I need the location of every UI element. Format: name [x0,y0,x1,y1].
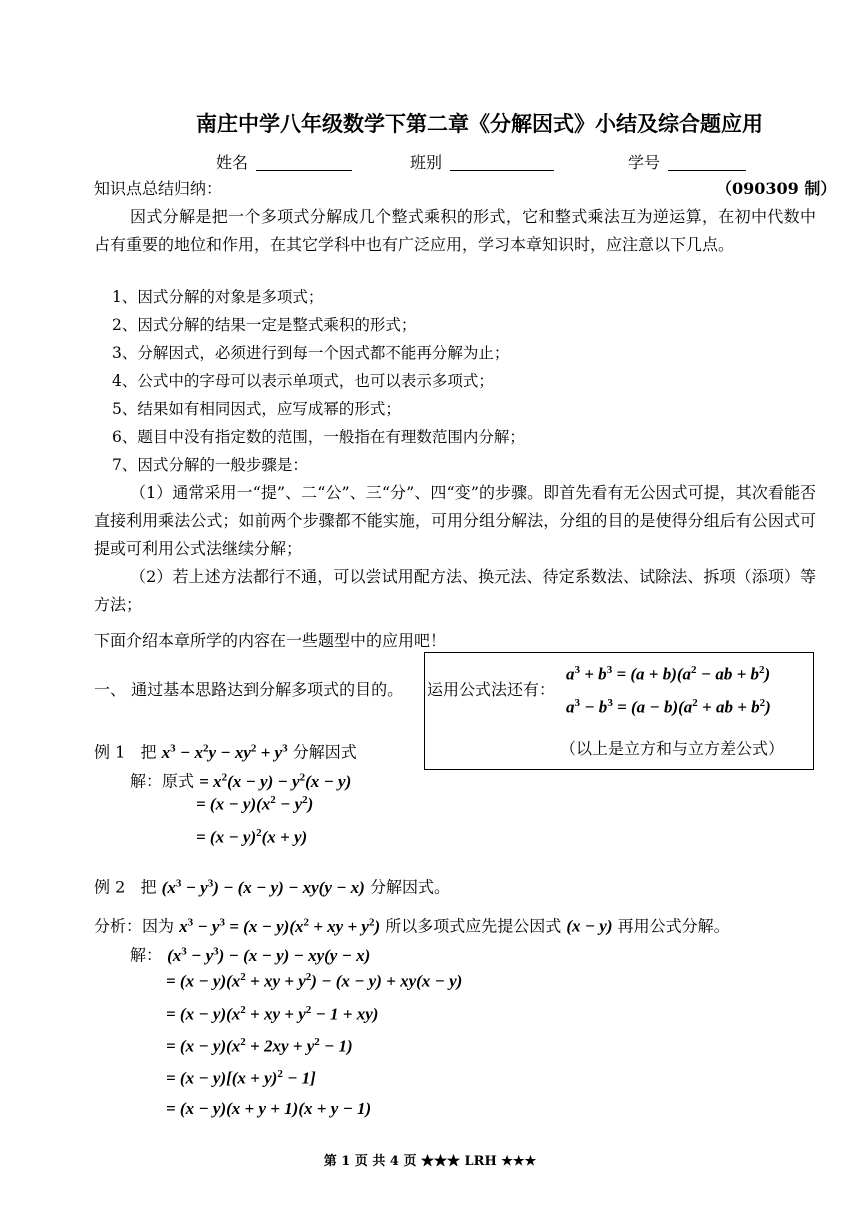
class-label: 班别 [410,153,443,172]
point-2: 2、因式分解的结果一定是整式乘积的形式； [112,316,417,334]
class-field [410,150,554,173]
formula-box-note: （以上是立方和与立方差公式） [560,739,785,758]
solution-label: 解： [130,771,163,791]
step-1-paragraph: （1）通常采用一“提”、二“公”、三“分”、四“变”的步骤。即首先看有无公因式可提，其次看能否直接利用乘法公式；如前两个步骤都不能实施，可用分组分解法，分组的目的是使得分组后有公因式可提或可利用公式法继续分解； [94,483,816,558]
example-1-prefix: 把 [140,742,157,762]
example-2-suffix: 分解因式。 [369,877,450,897]
original-label: 原式 [162,771,195,791]
formula-box-label: 运用公式法还有： [427,680,556,699]
number-label: 学号 [628,153,661,172]
point-6: 6、题目中没有指定数的范围，一般指在有理数范围内分解； [112,428,525,446]
analysis-formula: $x^3 - y^3 = (x - y)(x^2$ + xy + $y^2$) [179,916,381,936]
name-field [216,150,352,173]
example-2-step-4: = $(x - y)[(x + y)^2 - 1]$ [166,1068,316,1088]
analysis-prefix: 分析：因为 [94,916,175,936]
number-field [628,150,746,173]
number-blank[interactable] [668,154,746,171]
point-3: 3、分解因式，必须进行到每一个因式都不能再分解为止； [112,344,510,362]
solution-label: 解： [130,945,163,965]
sum-of-cubes-formula: $a^3 + b^3 = (a + b)(a^2$ − ab + $b^2$) [566,664,771,684]
intro-paragraph: 因式分解是把一个多项式分解成几个整式乘积的形式，它和整式乘法互为逆运算，在初中代数中占有重要的地位和作用，在其它学科中也有广泛应用，学习本章知识时，应注意以下几点。 [94,207,816,254]
point-5: 5、结果如有相同因式，应写成幂的形式； [112,400,401,418]
application-intro: 下面介绍本章所学的内容在一些题型中的应用吧！ [94,631,447,650]
point-7: 7、因式分解的一般步骤是： [112,456,308,474]
example-1-suffix: 分解因式 [292,742,357,762]
example-1 [94,734,357,767]
example-2-step-5: = (x − y)(x + y + 1)(x + y − 1) [166,1099,372,1118]
class-blank[interactable] [450,154,554,171]
example-2-step-3: = $(x - y)(x^2 + 2xy + y^2 - 1)$ [166,1036,353,1056]
example-2 [94,869,450,902]
example-2-label: 例 2 [94,877,126,897]
difference-of-cubes-formula: $a^3 - b^3 = (a - b)(a^2$ + ab + $b^2$) [566,697,771,717]
page-footer: 第 1 页 共 4 页 ★★★ LRH ★★★ [323,1154,537,1169]
name-label: 姓名 [216,153,249,172]
example-1-expression: $x^3 - x^2y - xy^2 + y^3$ [161,742,288,762]
point-4: 4、公式中的字母可以表示单项式，也可以表示多项式； [112,372,494,390]
section-1-heading: 一、 通过基本思路达到分解多项式的目的。 [94,680,404,699]
name-blank[interactable] [256,154,352,171]
example-2-step-0: $(x^3 - y^3) - (x - y) - xy(y - x)$ [167,945,371,965]
analysis-common-factor: (x − y) [566,916,613,936]
example-1-step-1: = $x^2(x - y) - y^2(x - y)$ [199,771,352,791]
example-2-solution-line-1 [130,937,370,970]
example-2-step-2: = $(x - y)(x^2$ + xy + $y^2 - 1 + xy$) [166,1004,379,1024]
example-1-step-2: = $(x - y)(x^2 - y^2)$ [196,794,314,814]
example-1-solution-line-1 [130,763,351,796]
page-title: 南庄中学八年级数学下第二章《分解因式》小结及综合题应用 [196,111,763,136]
example-2-expression: $(x^3 - y^3) - (x - y) - xy(y - x)$ [161,877,365,897]
example-1-label: 例 1 [94,742,126,762]
step-2-paragraph: （2）若上述方法都行不通，可以尝试用配方法、换元法、待定系数法、试除法、拆项（添项）等方法； [94,567,816,614]
document-code: （090309 制） [716,179,837,198]
analysis-mid: 所以多项式应先提公因式 [385,916,562,936]
point-1: 1、因式分解的对象是多项式； [112,288,324,306]
example-2-prefix: 把 [140,877,157,897]
example-1-step-3: = $(x - y)^2(x + y)$ [196,827,308,847]
analysis-suffix: 再用公式分解。 [617,916,730,936]
summary-label: 知识点总结归纳： [94,179,223,198]
example-2-step-1: = $(x - y)(x^2$ + xy + $y^2) - (x - y) + xy(x - y)$ [166,971,463,991]
analysis-line [94,908,730,941]
